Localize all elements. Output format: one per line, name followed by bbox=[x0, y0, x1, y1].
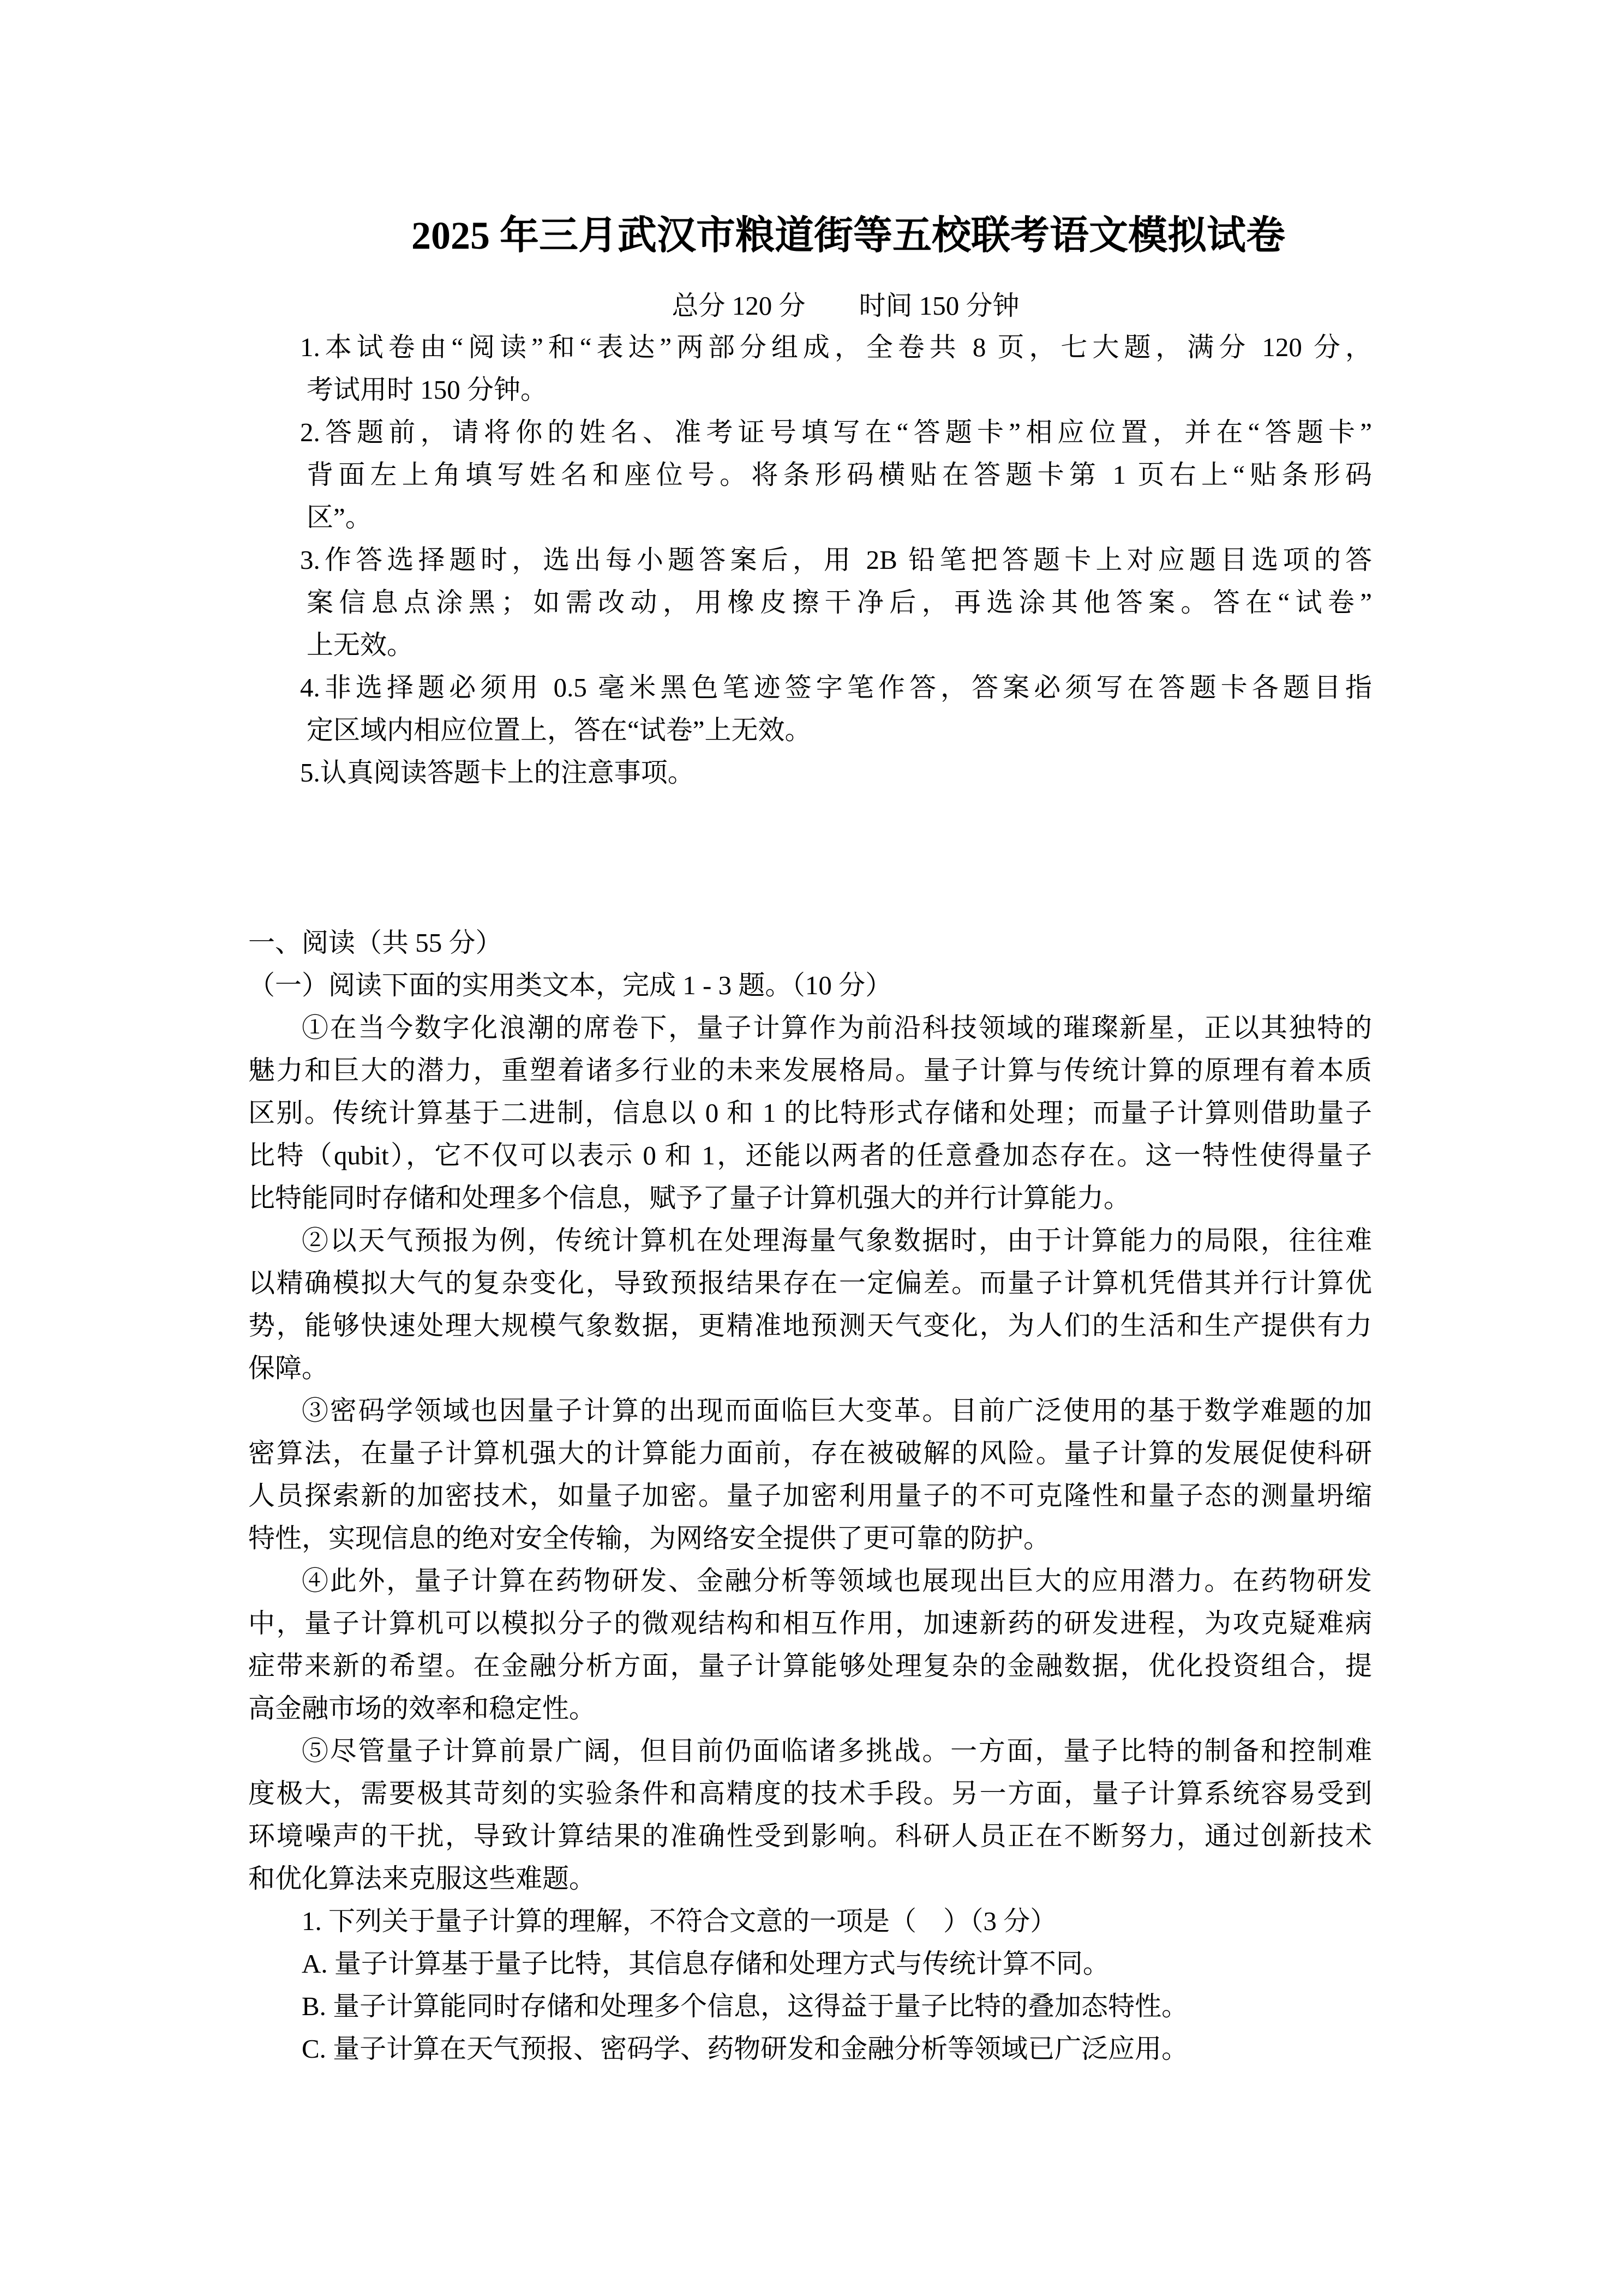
paragraph-line: 比特能同时存储和处理多个信息，赋予了量子计算机强大的并行计算能力。 bbox=[248, 1183, 1131, 1213]
note-line: 1.本试卷由“阅读”和“表达”两部分组成，全卷共 8 页，七大题，满分 120 分， bbox=[300, 332, 1372, 362]
paragraph-line: 密算法，在量子计算机强大的计算能力面前，存在被破解的风险。量子计算的发展促使科研 bbox=[248, 1438, 1372, 1468]
paragraph-line: 症带来新的希望。在金融分析方面，量子计算能够处理复杂的金融数据，优化投资组合，提 bbox=[248, 1651, 1372, 1681]
passage-paragraph-3 bbox=[248, 1390, 1372, 1560]
paragraph-line: 以精确模拟大气的复杂变化，导致预报结果存在一定偏差。而量子计算机凭借其并行计算优 bbox=[248, 1268, 1372, 1298]
paragraph-line: ③密码学领域也因量子计算的出现而面临巨大变革。目前广泛使用的基于数学难题的加 bbox=[302, 1396, 1372, 1426]
note-line: 上无效。 bbox=[307, 630, 414, 660]
passage-paragraph-1 bbox=[248, 1007, 1372, 1219]
paragraph-line: ⑤尽管量子计算前景广阔，但目前仍面临诸多挑战。一方面，量子比特的制备和控制难 bbox=[302, 1736, 1372, 1766]
paragraph-line: 度极大，需要极其苛刻的实验条件和高精度的技术手段。另一方面，量子计算系统容易受到 bbox=[248, 1778, 1372, 1808]
paragraph-line: ①在当今数字化浪潮的席卷下，量子计算作为前沿科技领域的璀璨新星，正以其独特的 bbox=[302, 1013, 1372, 1043]
passage-paragraph-5 bbox=[248, 1730, 1372, 1900]
exam-notes bbox=[248, 326, 1372, 794]
paragraph-line: ②以天气预报为例，传统计算机在处理海量气象数据时，由于计算能力的局限，往往难 bbox=[302, 1225, 1372, 1255]
paragraph-line: 人员探索新的加密技术，如量子加密。量子加密利用量子的不可克隆性和量子态的测量坍缩 bbox=[248, 1481, 1372, 1511]
paragraph-line: 保障。 bbox=[248, 1353, 329, 1383]
paragraph-line: 和优化算法来克服这些难题。 bbox=[248, 1864, 596, 1894]
option-b: B. 量子计算能同时存储和处理多个信息，这得益于量子比特的叠加态特性。 bbox=[302, 1991, 1189, 2021]
reading-section bbox=[248, 922, 1372, 2070]
note-line: 4.非选择题必须用 0.5 毫米黑色笔迹签字笔作答，答案必须写在答题卡各题目指 bbox=[300, 672, 1372, 702]
note-line: 案信息点涂黑；如需改动，用橡皮擦干净后，再选涂其他答案。答在“试卷” bbox=[307, 587, 1372, 617]
question-stem: 1. 下列关于量子计算的理解，不符合文意的一项是（ ）（3 分） bbox=[302, 1906, 1057, 1936]
note-line: 考试用时 150 分钟。 bbox=[307, 375, 548, 405]
passage-paragraph-4 bbox=[248, 1560, 1372, 1730]
note-line: 背面左上角填写姓名和座位号。将条形码横贴在答题卡第 1 页右上“贴条形码 bbox=[307, 460, 1372, 490]
paragraph-line: ④此外，量子计算在药物研发、金融分析等领域也展现出巨大的应用潜力。在药物研发 bbox=[302, 1566, 1372, 1596]
paragraph-line: 环境噪声的干扰，导致计算结果的准确性受到影响。科研人员正在不断努力，通过创新技术 bbox=[248, 1821, 1372, 1851]
paragraph-line: 比特（qubit），它不仅可以表示 0 和 1，还能以两者的任意叠加态存在。这一特性使得量子 bbox=[248, 1140, 1372, 1170]
doc-title: 2025 年三月武汉市粮道街等五校联考语文模拟试卷 bbox=[411, 214, 1285, 257]
note-line: 定区域内相应位置上，答在“试卷”上无效。 bbox=[307, 715, 812, 745]
paragraph-line: 势，能够快速处理大规模气象数据，更精准地预测天气变化，为人们的生活和生产提供有力 bbox=[248, 1311, 1372, 1341]
paragraph-line: 中，量子计算机可以模拟分子的微观结构和相互作用，加速新药的研发进程，为攻克疑难病 bbox=[248, 1608, 1372, 1638]
section-heading: 一、阅读（共 55 分） bbox=[248, 928, 502, 958]
passage-paragraph-2 bbox=[248, 1219, 1372, 1390]
note-line: 区”。 bbox=[307, 502, 372, 532]
paragraph-line: 魅力和巨大的潜力，重塑着诸多行业的未来发展格局。量子计算与传统计算的原理有着本质 bbox=[248, 1055, 1372, 1085]
doc-subtitle: 总分 120 分 时间 150 分钟 bbox=[672, 291, 1020, 321]
paragraph-line: 区别。传统计算基于二进制，信息以 0 和 1 的比特形式存储和处理；而量子计算则借助量子 bbox=[248, 1098, 1372, 1128]
option-a: A. 量子计算基于量子比特，其信息存储和处理方式与传统计算不同。 bbox=[302, 1949, 1110, 1979]
note-line: 5.认真阅读答题卡上的注意事项。 bbox=[300, 758, 694, 788]
text-block bbox=[248, 0, 1372, 2070]
question-1 bbox=[248, 1900, 1372, 2070]
option-c: C. 量子计算在天气预报、密码学、药物研发和金融分析等领域已广泛应用。 bbox=[302, 2034, 1189, 2064]
note-line: 2.答题前，请将你的姓名、准考证号填写在“答题卡”相应位置，并在“答题卡” bbox=[300, 417, 1372, 447]
subsection-heading: （一）阅读下面的实用类文本，完成 1 - 3 题。（10 分） bbox=[248, 970, 892, 1000]
paragraph-line: 高金融市场的效率和稳定性。 bbox=[248, 1693, 596, 1723]
note-line: 3.作答选择题时，选出每小题答案后，用 2B 铅笔把答题卡上对应题目选项的答 bbox=[300, 545, 1372, 575]
paragraph-line: 特性，实现信息的绝对安全传输，为网络安全提供了更可靠的防护。 bbox=[248, 1523, 1051, 1553]
